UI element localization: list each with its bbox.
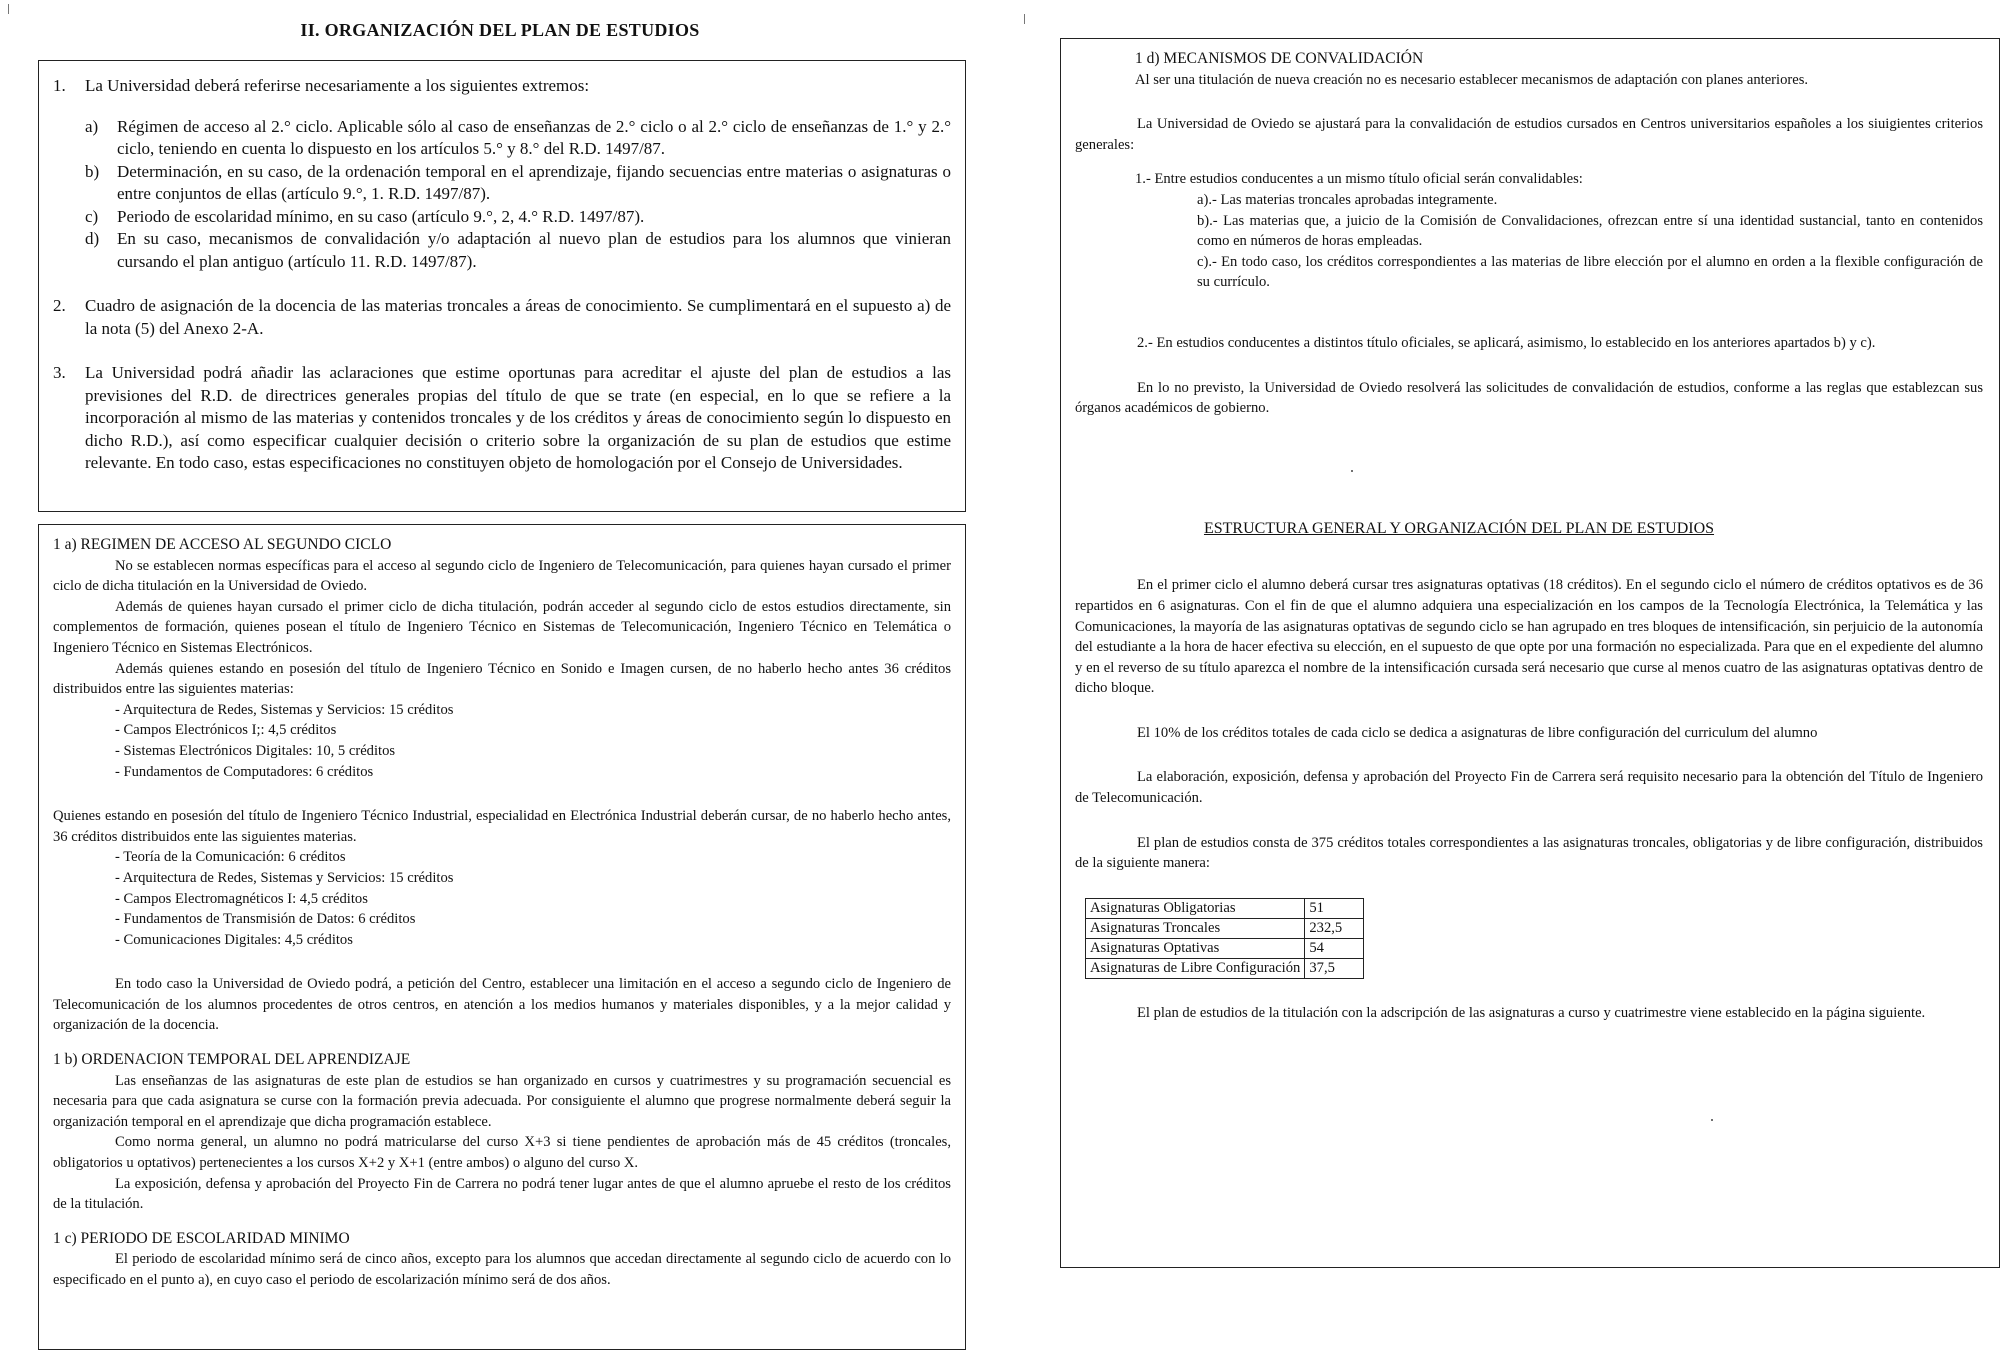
table-cell-value: 51	[1305, 898, 1364, 918]
section-b-paragraph: Como norma general, un alumno no podrá matricularse del curso X+3 si tiene pendientes de aprobación más de 45 créditos (troncales, obligatorios u optativos) pertenecientes a los cursos X+2 y X+1 (entre ambos) o alguno del curso X.	[53, 1134, 951, 1172]
left-page	[0, 0, 990, 1361]
list-item: - Comunicaciones Digitales: 4,5 créditos	[115, 931, 353, 948]
section-d-intro: Al ser una titulación de nueva creación no es necesario establecer mecanismos de adaptación con planes anteriores.	[1135, 71, 1809, 88]
table-cell-label: Asignaturas Obligatorias	[1086, 898, 1305, 918]
list-item: - Arquitectura de Redes, Sistemas y Servicios: 15 créditos	[115, 869, 454, 886]
list-item: - Teoría de la Comunicación: 6 créditos	[115, 849, 346, 866]
table-cell-label: Asignaturas Troncales	[1086, 918, 1305, 938]
table-row	[1086, 958, 1364, 978]
course-list-sonido	[115, 700, 951, 782]
credits-table	[1085, 898, 1364, 979]
subitem-b: b) Determinación, en su caso, de la ordenación temporal en el aprendizaje, fijando secuencias entre materias o asignaturas o entre conjuntos de ellas (artículo 9.°, 1. R.D. 1497/87).	[85, 161, 951, 203]
section-a-paragraph: Quienes estando en posesión del título de Ingeniero Técnico Industrial, especialidad en Electrónica Industrial deberán cursar, de no haberlo hecho antes, 36 créditos distribuidos ente las siguientes materias.	[53, 808, 951, 845]
structure-paragraph: En el primer ciclo el alumno deberá cursar tres asignaturas optativas (18 créditos). En el segundo ciclo el número de créditos optativos es de 36 repartidos en 6 asignaturas. Con el fin de que el alumno adquiera una especialización en los campos de la Tecnología Electrónica, la Telemática y las Comunicaciones, la mayoría de las asignaturas optativas de segundo ciclo se han agrupado en tres bloques de intensificación, sin perjuicio de la autonomía del estudiante a la hora de hacer efectiva su elección, en el supuesto de que opte por una formación no especializada. Para que en el expediente del alumno y en el reverso de su título aparezca el nombre de la intensificación cursada será necesario que curse al menos cuatro de las asignaturas optativas dentro de dicho bloque.	[1075, 577, 1983, 697]
table-cell-value: 232,5	[1305, 918, 1364, 938]
section-b-paragraph: La exposición, defensa y aprobación del Proyecto Fin de Carrera no podrá tener lugar antes de que el alumno apruebe el resto de los créditos de la titulación.	[53, 1175, 951, 1213]
list-item: - Fundamentos de Computadores: 6 créditos	[115, 763, 374, 780]
table-row	[1086, 918, 1364, 938]
structure-paragraph: El plan de estudios de la titulación con la adscripción de las asignaturas a curso y cuatrimestre viene establecido en la página siguiente.	[1137, 1004, 1926, 1021]
subitem-c: c) Periodo de escolaridad mínimo, en su caso (artículo 9.°, 2, 4.° R.D. 1497/87).	[85, 206, 645, 226]
section-d-paragraph: La Universidad de Oviedo se ajustará para la convalidación de estudios cursados en Centros universitarios españoles a los siuigientes criterios generales:	[1075, 116, 1983, 153]
section-a-paragraph: Además de quienes hayan cursado el primer ciclo de dicha titulación, podrán acceder al segundo ciclo de estos estudios directamente, sin complementos de formación, quienes posean el título de Ingeniero Técnico en Sistemas de Telecomunicación, Ingeniero Técnico en Telemática o Ingeniero Técnico en Sistemas Electrónicos.	[53, 598, 951, 656]
section-a-paragraph: Además quienes estando en posesión del título de Ingeniero Técnico en Sonido e Imagen cursen, de no haberlo hecho antes 36 créditos distribuidos entre las siguientes materias:	[53, 660, 951, 698]
list-item: - Arquitectura de Redes, Sistemas y Servicios: 15 créditos	[115, 701, 454, 718]
section-a-title: 1 a) REGIMEN DE ACCESO AL SEGUNDO CICLO	[53, 536, 392, 553]
structure-paragraph: La elaboración, exposición, defensa y aprobación del Proyecto Fin de Carrera será requisito necesario para la obtención del Título de Ingeniero de Telecomunicación.	[1075, 769, 1983, 807]
requirement-item-1: 1. La Universidad deberá referirse necesariamente a los siguientes extremos:	[53, 76, 590, 95]
general-requirements-box	[38, 60, 966, 512]
criterion-sub-c: c).- En todo caso, los créditos correspondientes a las materias de libre elección por el alumno en orden a la flexible configuración de su currículo.	[1197, 253, 1983, 291]
requirement-sublist	[85, 116, 951, 274]
criterion-1: 1.- Entre estudios conducentes a un mismo título oficial serán convalidables:	[1135, 171, 1583, 188]
table-cell-label: Asignaturas Optativas	[1086, 938, 1305, 958]
section-a-paragraph: En todo caso la Universidad de Oviedo podrá, a petición del Centro, establecer una limitación en el acceso a segundo ciclo de Ingeniero de Telecomunicación de los alumnos procedentes de otros centros, en atención a los medios humanos y materiales disponibles, y a la mejor calidad y organización de la docencia.	[53, 976, 951, 1034]
scan-mark	[8, 4, 9, 14]
section-c-title: 1 c) PERIODO DE ESCOLARIDAD MINIMO	[53, 1229, 350, 1247]
structure-paragraph: El plan de estudios consta de 375 créditos totales correspondientes a las asignaturas troncales, obligatorias y de libre configuración, distribuidos de la siguiente manera:	[1075, 834, 1983, 872]
list-item: - Sistemas Electrónicos Digitales: 10, 5 créditos	[115, 742, 396, 759]
table-cell-label: Asignaturas de Libre Configuración	[1086, 958, 1305, 978]
section-c-paragraph: El periodo de escolaridad mínimo será de cinco años, excepto para los alumnos que accedan directamente al segundo ciclo de acuerdo con lo especificado en el punto a), en cuyo caso el periodo de escolarización mínimo será de dos años.	[53, 1251, 951, 1288]
list-item: - Campos Electrónicos I;: 4,5 créditos	[115, 722, 337, 739]
scan-speck	[1711, 1119, 1713, 1121]
subitem-d: d) En su caso, mecanismos de convalidación y/o adaptación al nuevo plan de estudios para los alumnos que vinieran cursando el plan antiguo (artículo 11. R.D. 1497/87).	[85, 229, 951, 271]
table-row	[1086, 938, 1364, 958]
structure-title: ESTRUCTURA GENERAL Y ORGANIZACIÓN DEL PLAN DE ESTUDIOS	[1203, 519, 1715, 537]
section-a-paragraph: No se establecen normas específicas para el acceso al segundo ciclo de Ingeniero de Telecomunicación, para quienes hayan cursado el primer ciclo de dicha titulación en la Universidad de Oviedo.	[53, 557, 951, 595]
requirement-item-2: 2. Cuadro de asignación de la docencia de las materias troncales a áreas de conocimiento. Se cumplimentará en el supuesto a) de la nota (5) del Anexo 2-A.	[53, 296, 951, 338]
course-list-industrial	[115, 847, 951, 950]
structure-paragraph: El 10% de los créditos totales de cada ciclo se dedica a asignaturas de libre configuración del curriculum del alumno	[1137, 724, 1818, 741]
criterion-2: 2.- En estudios conducentes a distintos título oficiales, se aplicará, asimismo, lo establecido en los anteriores apartados b) y c).	[1137, 334, 1876, 351]
scan-speck	[1351, 470, 1353, 472]
section-d-heading	[1075, 49, 1983, 90]
details-box	[38, 524, 966, 1350]
section-b-title: 1 b) ORDENACION TEMPORAL DEL APRENDIZAJE	[53, 1051, 411, 1069]
section-d-title: 1 d) MECANISMOS DE CONVALIDACIÓN	[1135, 50, 1424, 67]
criterion-sub-a: a).- Las materias troncales aprobadas integramente.	[1197, 191, 1498, 208]
list-item: - Fundamentos de Transmisión de Datos: 6 créditos	[115, 911, 416, 928]
table-cell-value: 54	[1305, 938, 1364, 958]
table-cell-value: 37,5	[1305, 958, 1364, 978]
scan-mark	[1024, 14, 1025, 24]
section-d-paragraph: En lo no previsto, la Universidad de Oviedo resolverá las solicitudes de convalidación de estudios, conforme a las reglas que establezcan sus órganos académicos de gobierno.	[1075, 379, 1983, 417]
criteria-list	[1135, 169, 1983, 293]
list-item: - Campos Electromagnéticos I: 4,5 créditos	[115, 890, 368, 907]
convalidation-structure-box	[1060, 38, 2000, 1268]
table-row	[1086, 898, 1364, 918]
subitem-a: a) Régimen de acceso al 2.° ciclo. Aplicable sólo al caso de enseñanzas de 2.° ciclo o al 2.° ciclo de enseñanzas de 1.° y 2.° ciclo, teniendo en cuenta lo dispuesto en los artículos 5.° y 8.° del R.D. 1497/87.	[85, 116, 951, 158]
right-page	[1010, 0, 2004, 1361]
criterion-sub-b: b).- Las materias que, a juicio de la Comisión de Convalidaciones, ofrezcan entre sí una identidad sustancial, tanto en contenidos como en números de horas empleadas.	[1197, 212, 1983, 250]
page-title: II. ORGANIZACIÓN DEL PLAN DE ESTUDIOS	[300, 20, 700, 40]
requirement-item-3: 3. La Universidad podrá añadir las aclaraciones que estime oportunas para acreditar el ajuste del plan de estudios a las previsiones del R.D. de directrices generales propias del título de que se trate (en especial, en lo que se refiere a la incorporación al mismo de las materias y contenidos troncales y de los créditos y áreas de conocimiento según lo dispuesto en dicho R.D.), así como especificar cualquier decisión o criterio sobre la organización de su plan de estudios que estime relevante. En todo caso, estas especificaciones no constituyen objeto de homologación por el Consejo de Universidades.	[53, 363, 951, 472]
section-b-paragraph: Las enseñanzas de las asignaturas de este plan de estudios se han organizado en cursos y cuatrimestres y su programación secuencial es necesaria para que cada asignatura se curse con la formación previa adecuada. Por consiguiente el alumno que progrese normalmente deberá seguir la organización temporal en el aprendizaje que dicha programación establece.	[53, 1072, 951, 1130]
